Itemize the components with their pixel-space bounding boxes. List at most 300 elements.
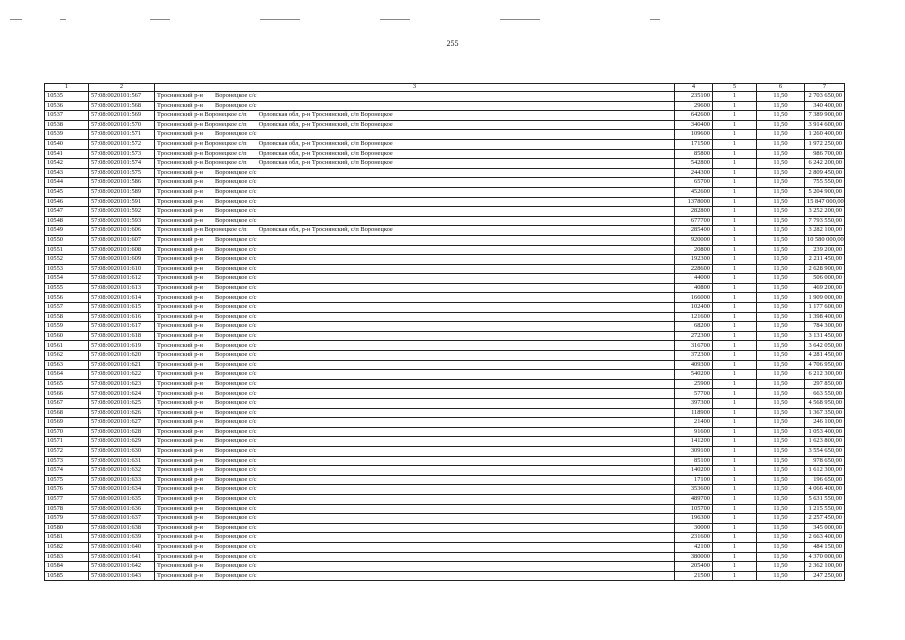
address-cell — [155, 485, 675, 495]
count-cell: 1 — [713, 504, 757, 514]
area-cell: 42100 — [675, 542, 713, 552]
area-cell: 85100 — [675, 456, 713, 466]
count-cell: 1 — [713, 379, 757, 389]
address-district: Троснянский р-н — [157, 236, 203, 243]
address-cell — [155, 111, 675, 121]
table-row — [45, 130, 845, 140]
address-locality: Воронецкое с/с — [214, 389, 257, 397]
rate-cell: 11,50 — [757, 139, 805, 149]
address-cell — [155, 331, 675, 341]
value-cell: 1 260 400,00 — [805, 130, 845, 140]
cadastral-number-cell: 57:08:0020101:638 — [89, 523, 155, 533]
rate-cell: 11,50 — [757, 418, 805, 428]
address-locality: Воронецкое с/с — [214, 523, 257, 531]
address-district: Троснянский р-н — [157, 447, 203, 455]
count-cell: 1 — [713, 485, 757, 495]
count-cell: 1 — [713, 149, 757, 159]
address-locality: Воронецкое с/с — [214, 130, 257, 138]
address-locality: Воронецкое с/с — [214, 283, 257, 291]
address-district: Троснянский р-н — [157, 543, 203, 550]
count-cell: 1 — [713, 312, 757, 322]
address-locality: Воронецкое с/с — [214, 312, 257, 320]
value-cell: 469 200,00 — [805, 283, 845, 293]
value-cell: 4 706 950,00 — [805, 360, 845, 370]
count-cell: 1 — [713, 475, 757, 485]
cadastral-number-cell: 57:08:0020101:629 — [89, 437, 155, 447]
row-id-cell: 10550 — [45, 235, 89, 245]
address-locality: Орловская обл, р-н Троснянский, с/п Воронецкое — [258, 226, 393, 234]
count-cell: 1 — [713, 139, 757, 149]
cadastral-number-cell: 57:08:0020101:640 — [89, 542, 155, 552]
table-row — [45, 514, 845, 524]
rate-cell: 11,50 — [757, 149, 805, 159]
cadastral-number-cell: 57:08:0020101:642 — [89, 562, 155, 572]
area-cell: 44000 — [675, 274, 713, 284]
count-cell: 1 — [713, 264, 757, 274]
cadastral-number-cell: 57:08:0020101:618 — [89, 331, 155, 341]
count-cell: 1 — [713, 283, 757, 293]
count-cell: 1 — [713, 216, 757, 226]
rate-cell: 11,50 — [757, 456, 805, 466]
value-cell: 3 131 450,00 — [805, 331, 845, 341]
cadastral-number-cell: 57:08:0020101:622 — [89, 370, 155, 380]
area-cell: 118900 — [675, 408, 713, 418]
area-cell: 196300 — [675, 514, 713, 524]
count-cell: 1 — [713, 418, 757, 428]
address-cell — [155, 562, 675, 572]
address-district: Троснянский р-н — [157, 188, 203, 196]
address-cell — [155, 341, 675, 351]
row-id-cell: 10551 — [45, 245, 89, 255]
address-locality: Воронецкое с/с — [214, 303, 257, 311]
rate-cell: 11,50 — [757, 235, 805, 245]
count-cell: 1 — [713, 360, 757, 370]
address-district: Троснянский р-н — [157, 456, 203, 464]
address-district: Троснянский р-н Воронецкое с/п — [157, 149, 247, 157]
address-locality: Воронецкое с/с — [214, 178, 257, 186]
row-id-cell: 10578 — [45, 504, 89, 514]
area-cell: 309100 — [675, 446, 713, 456]
area-cell: 540200 — [675, 370, 713, 380]
area-cell: 141200 — [675, 437, 713, 447]
count-cell: 1 — [713, 322, 757, 332]
count-cell: 1 — [713, 235, 757, 245]
address-district: Троснянский р-н — [157, 197, 203, 205]
area-cell: 244300 — [675, 168, 713, 178]
count-cell: 1 — [713, 437, 757, 447]
value-cell: 1 053 400,00 — [805, 427, 845, 437]
address-district: Троснянский р-н — [157, 504, 203, 512]
address-district: Троснянский р-н — [157, 533, 203, 541]
address-locality: Воронецкое с/с — [214, 379, 257, 387]
address-cell — [155, 379, 675, 389]
area-cell: 231600 — [675, 533, 713, 543]
table-row — [45, 264, 845, 274]
row-id-cell: 10537 — [45, 111, 89, 121]
value-cell: 6 212 300,00 — [805, 370, 845, 380]
address-locality: Воронецкое с/с — [214, 447, 257, 455]
area-cell: 1378000 — [675, 197, 713, 207]
rate-cell: 11,50 — [757, 408, 805, 418]
address-locality: Воронецкое с/с — [214, 322, 257, 330]
row-id-cell: 10560 — [45, 331, 89, 341]
rate-cell: 11,50 — [757, 341, 805, 351]
rate-cell: 11,50 — [757, 322, 805, 332]
count-cell: 1 — [713, 571, 757, 581]
address-district: Троснянский р-н — [157, 264, 203, 272]
address-district: Троснянский р-н — [157, 101, 203, 109]
table-row — [45, 466, 845, 476]
rate-cell: 11,50 — [757, 446, 805, 456]
table-row — [45, 360, 845, 370]
rate-cell: 11,50 — [757, 255, 805, 265]
count-cell: 1 — [713, 399, 757, 409]
col-header: 7 — [805, 84, 845, 92]
cadastral-number-cell: 57:08:0020101:572 — [89, 139, 155, 149]
table-row — [45, 446, 845, 456]
rate-cell: 11,50 — [757, 437, 805, 447]
value-cell: 2 809 450,00 — [805, 168, 845, 178]
cadastral-number-cell: 57:08:0020101:643 — [89, 571, 155, 581]
area-cell: 380000 — [675, 552, 713, 562]
area-cell: 316700 — [675, 341, 713, 351]
cadastral-number-cell: 57:08:0020101:636 — [89, 504, 155, 514]
row-id-cell: 10571 — [45, 437, 89, 447]
count-cell: 1 — [713, 293, 757, 303]
table-row — [45, 293, 845, 303]
value-cell: 506 000,00 — [805, 274, 845, 284]
area-cell: 452600 — [675, 187, 713, 197]
address-district: Троснянский р-н Воронецкое с/п — [157, 111, 247, 119]
address-district: Троснянский р-н — [157, 399, 203, 407]
table-row — [45, 245, 845, 255]
value-cell: 1 623 800,00 — [805, 437, 845, 447]
value-cell: 239 200,00 — [805, 245, 845, 255]
area-cell: 272300 — [675, 331, 713, 341]
address-district: Троснянский р-н — [157, 514, 203, 522]
table-row — [45, 283, 845, 293]
row-id-cell: 10575 — [45, 475, 89, 485]
area-cell: 489700 — [675, 494, 713, 504]
rate-cell: 11,50 — [757, 92, 805, 102]
address-cell — [155, 446, 675, 456]
address-district: Троснянский р-н — [157, 437, 203, 445]
cadastral-number-cell: 57:08:0020101:575 — [89, 168, 155, 178]
area-cell: 285400 — [675, 226, 713, 236]
address-district: Троснянский р-н — [157, 283, 203, 291]
value-cell: 196 650,00 — [805, 475, 845, 485]
rate-cell: 11,50 — [757, 293, 805, 303]
rate-cell: 11,50 — [757, 159, 805, 169]
count-cell: 1 — [713, 274, 757, 284]
row-id-cell: 10544 — [45, 178, 89, 188]
address-district: Троснянский р-н — [157, 360, 203, 368]
value-cell: 297 850,00 — [805, 379, 845, 389]
address-district: Троснянский р-н — [157, 331, 203, 339]
cadastral-number-cell: 57:08:0020101:633 — [89, 475, 155, 485]
count-cell: 1 — [713, 456, 757, 466]
value-cell: 3 282 100,00 — [805, 226, 845, 236]
address-cell — [155, 283, 675, 293]
cadastral-number-cell: 57:08:0020101:593 — [89, 216, 155, 226]
address-district: Троснянский р-н — [157, 92, 203, 100]
address-cell — [155, 571, 675, 581]
rate-cell: 11,50 — [757, 226, 805, 236]
address-cell — [155, 226, 675, 236]
rate-cell: 11,50 — [757, 312, 805, 322]
area-cell: 20800 — [675, 245, 713, 255]
rate-cell: 11,50 — [757, 562, 805, 572]
table-row — [45, 379, 845, 389]
cadastral-number-cell: 57:08:0020101:632 — [89, 466, 155, 476]
value-cell: 4 066 400,00 — [805, 485, 845, 495]
address-cell — [155, 187, 675, 197]
value-cell: 2 628 900,00 — [805, 264, 845, 274]
cadastral-number-cell: 57:08:0020101:623 — [89, 379, 155, 389]
area-cell: 171500 — [675, 139, 713, 149]
row-id-cell: 10585 — [45, 571, 89, 581]
address-locality: Воронецкое с/с — [214, 264, 257, 272]
address-locality: Воронецкое с/с — [214, 399, 257, 407]
table-row — [45, 389, 845, 399]
address-cell — [155, 514, 675, 524]
address-district: Троснянский р-н — [157, 322, 203, 330]
row-id-cell: 10577 — [45, 494, 89, 504]
row-id-cell: 10541 — [45, 149, 89, 159]
address-district: Троснянский р-н — [157, 245, 203, 253]
address-locality: Орловская обл, р-н Троснянский, с/п Воронецкое — [258, 149, 393, 157]
address-district: Троснянский р-н — [157, 523, 203, 531]
row-id-cell: 10567 — [45, 399, 89, 409]
cadastral-number-cell: 57:08:0020101:610 — [89, 264, 155, 274]
cadastral-number-cell: 57:08:0020101:639 — [89, 533, 155, 543]
area-cell: 409300 — [675, 360, 713, 370]
table-row — [45, 322, 845, 332]
value-cell: 1 215 550,00 — [805, 504, 845, 514]
count-cell: 1 — [713, 120, 757, 130]
address-district: Троснянский р-н Воронецкое с/п — [157, 120, 247, 128]
area-cell: 353600 — [675, 485, 713, 495]
area-cell: 372300 — [675, 351, 713, 361]
address-district: Троснянский р-н — [157, 427, 203, 435]
cadastral-number-cell: 57:08:0020101:609 — [89, 255, 155, 265]
address-locality: Воронецкое с/с — [214, 456, 257, 464]
value-cell: 484 150,00 — [805, 542, 845, 552]
cadastral-number-cell: 57:08:0020101:619 — [89, 341, 155, 351]
address-cell — [155, 130, 675, 140]
area-cell: 282800 — [675, 207, 713, 217]
count-cell: 1 — [713, 341, 757, 351]
rate-cell: 11,50 — [757, 523, 805, 533]
address-cell — [155, 533, 675, 543]
table-row — [45, 274, 845, 284]
area-cell: 68200 — [675, 322, 713, 332]
row-id-cell: 10555 — [45, 283, 89, 293]
count-cell: 1 — [713, 494, 757, 504]
row-id-cell: 10568 — [45, 408, 89, 418]
cadastral-number-cell: 57:08:0020101:626 — [89, 408, 155, 418]
table-row — [45, 216, 845, 226]
value-cell: 986 700,00 — [805, 149, 845, 159]
address-locality: Воронецкое с/с — [214, 245, 257, 253]
row-id-cell: 10539 — [45, 130, 89, 140]
row-id-cell: 10554 — [45, 274, 89, 284]
address-district: Троснянский р-н — [157, 485, 203, 493]
value-cell: 4 281 450,00 — [805, 351, 845, 361]
count-cell: 1 — [713, 523, 757, 533]
table-row — [45, 504, 845, 514]
value-cell: 2 211 450,00 — [805, 255, 845, 265]
table-row — [45, 475, 845, 485]
cadastral-number-cell: 57:08:0020101:569 — [89, 111, 155, 121]
count-cell: 1 — [713, 331, 757, 341]
area-cell: 140200 — [675, 466, 713, 476]
table-row — [45, 312, 845, 322]
address-locality: Орловская обл, р-н Троснянский, с/п Воронецкое — [258, 159, 393, 167]
table-row — [45, 427, 845, 437]
address-district: Троснянский р-н — [157, 216, 203, 224]
col-header: 6 — [757, 84, 805, 92]
row-id-cell: 10569 — [45, 418, 89, 428]
row-id-cell: 10540 — [45, 139, 89, 149]
rate-cell: 11,50 — [757, 379, 805, 389]
address-cell — [155, 504, 675, 514]
address-cell — [155, 456, 675, 466]
rate-cell: 11,50 — [757, 303, 805, 313]
value-cell: 10 580 000,00 — [805, 235, 845, 245]
address-district: Троснянский р-н Воронецкое с/п — [157, 226, 247, 234]
rate-cell: 11,50 — [757, 216, 805, 226]
address-cell — [155, 245, 675, 255]
cadastral-number-cell: 57:08:0020101:631 — [89, 456, 155, 466]
address-locality: Воронецкое с/с — [214, 533, 257, 541]
cadastral-number-cell: 57:08:0020101:615 — [89, 303, 155, 313]
cadastral-number-cell: 57:08:0020101:620 — [89, 351, 155, 361]
table-row — [45, 542, 845, 552]
count-cell: 1 — [713, 552, 757, 562]
rate-cell: 11,50 — [757, 514, 805, 524]
table-row — [45, 399, 845, 409]
table-row — [45, 351, 845, 361]
table-row — [45, 178, 845, 188]
address-cell — [155, 475, 675, 485]
rate-cell: 11,50 — [757, 351, 805, 361]
count-cell: 1 — [713, 389, 757, 399]
area-cell: 642600 — [675, 111, 713, 121]
area-cell: 57700 — [675, 389, 713, 399]
row-id-cell: 10542 — [45, 159, 89, 169]
value-cell: 5 631 550,00 — [805, 494, 845, 504]
page-number: 255 — [446, 39, 459, 48]
row-id-cell: 10553 — [45, 264, 89, 274]
col-header: 2 — [89, 84, 155, 92]
address-district: Троснянский р-н — [157, 351, 203, 359]
cadastral-number-cell: 57:08:0020101:612 — [89, 274, 155, 284]
value-cell: 246 100,00 — [805, 418, 845, 428]
row-id-cell: 10549 — [45, 226, 89, 236]
table-row — [45, 101, 845, 111]
area-cell: 30000 — [675, 523, 713, 533]
value-cell: 978 650,00 — [805, 456, 845, 466]
area-cell: 542800 — [675, 159, 713, 169]
address-district: Троснянский р-н — [157, 168, 203, 176]
cadastral-number-cell: 57:08:0020101:571 — [89, 130, 155, 140]
count-cell: 1 — [713, 197, 757, 207]
count-cell: 1 — [713, 255, 757, 265]
cadastral-number-cell: 57:08:0020101:637 — [89, 514, 155, 524]
cadastral-number-cell: 57:08:0020101:573 — [89, 149, 155, 159]
table-row — [45, 226, 845, 236]
address-locality: Орловская обл, р-н Троснянский, с/п Воронецкое — [258, 120, 393, 128]
rate-cell: 11,50 — [757, 399, 805, 409]
row-id-cell: 10563 — [45, 360, 89, 370]
address-cell — [155, 466, 675, 476]
rate-cell: 11,50 — [757, 207, 805, 217]
row-id-cell: 10546 — [45, 197, 89, 207]
area-cell: 340400 — [675, 120, 713, 130]
value-cell: 1 398 400,00 — [805, 312, 845, 322]
table-row — [45, 552, 845, 562]
area-cell: 235100 — [675, 92, 713, 102]
rate-cell: 11,50 — [757, 264, 805, 274]
address-district: Троснянский р-н — [157, 274, 203, 282]
address-district: Троснянский р-н — [157, 370, 203, 378]
area-cell: 29600 — [675, 101, 713, 111]
address-cell — [155, 178, 675, 188]
row-id-cell: 10538 — [45, 120, 89, 130]
rate-cell: 11,50 — [757, 197, 805, 207]
rate-cell: 11,50 — [757, 485, 805, 495]
address-cell — [155, 523, 675, 533]
address-district: Троснянский р-н — [157, 466, 203, 474]
rate-cell: 11,50 — [757, 552, 805, 562]
address-district: Троснянский р-н — [157, 293, 203, 301]
cadastral-number-cell: 57:08:0020101:634 — [89, 485, 155, 495]
address-district: Троснянский р-н — [157, 562, 203, 570]
area-cell: 25900 — [675, 379, 713, 389]
area-cell: 91600 — [675, 427, 713, 437]
address-cell — [155, 399, 675, 409]
header-row — [45, 84, 845, 92]
address-district: Троснянский р-н — [157, 389, 203, 397]
table-row — [45, 159, 845, 169]
address-locality: Воронецкое с/с — [214, 408, 257, 416]
area-cell: 85800 — [675, 149, 713, 159]
address-locality: Воронецкое с/с — [214, 475, 257, 483]
cadastral-number-cell: 57:08:0020101:616 — [89, 312, 155, 322]
rate-cell: 11,50 — [757, 178, 805, 188]
count-cell: 1 — [713, 159, 757, 169]
address-district: Троснянский р-н — [157, 130, 203, 138]
row-id-cell: 10573 — [45, 456, 89, 466]
value-cell: 6 242 200,00 — [805, 159, 845, 169]
count-cell: 1 — [713, 562, 757, 572]
cadastral-number-cell: 57:08:0020101:627 — [89, 418, 155, 428]
cadastral-number-cell: 57:08:0020101:570 — [89, 120, 155, 130]
address-locality: Воронецкое с/с — [214, 437, 257, 445]
address-locality: Воронецкое с/с — [214, 168, 257, 176]
area-cell: 17100 — [675, 475, 713, 485]
cadastral-number-cell: 57:08:0020101:592 — [89, 207, 155, 217]
table-row — [45, 120, 845, 130]
address-cell — [155, 370, 675, 380]
address-cell — [155, 427, 675, 437]
address-cell — [155, 207, 675, 217]
value-cell: 3 554 650,00 — [805, 446, 845, 456]
rate-cell: 11,50 — [757, 504, 805, 514]
rate-cell: 11,50 — [757, 120, 805, 130]
address-cell — [155, 418, 675, 428]
